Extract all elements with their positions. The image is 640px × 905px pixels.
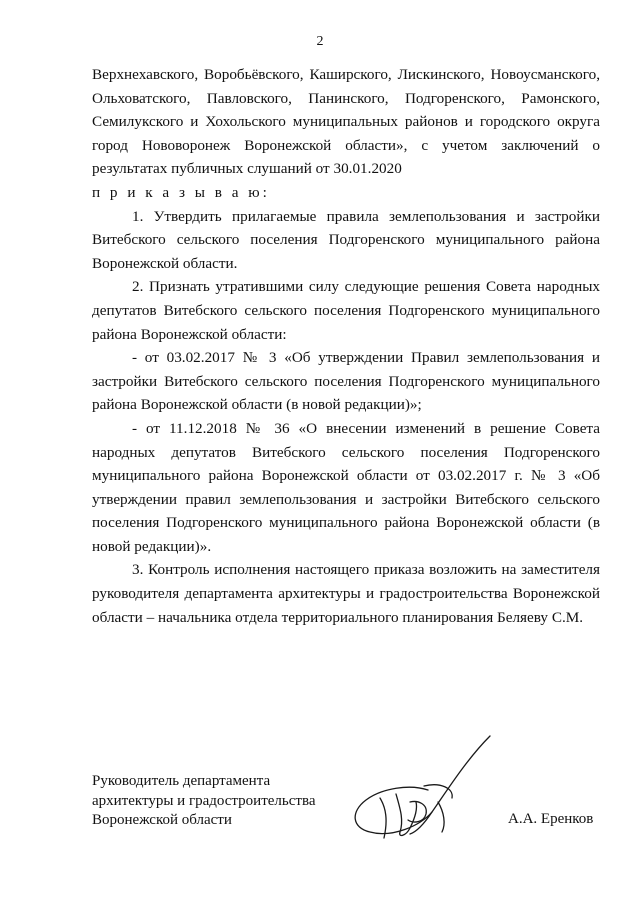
item-2-sub-2-paragraph: - от 11.12.2018 № 36 «О внесении изменений в решение Совета народных депутатов Витебского сельского поселения Подгоренского муниципального района Воронежской области от 03.02.2017 г. № 3 «Об утверждении правил землепользования и застройки Витебского сельского поселения Подгоренского муниципального района Воронежской области (в новой редакции)». [92,419,600,555]
handwritten-signature [340,728,500,858]
decree-word: п р и к а з ы в а ю: [92,183,270,201]
signer-title-line-2: архитектуры и градостроительства [92,792,316,809]
signer-title-line-3: Воронежской области [92,812,232,828]
item-2-paragraph: 2. Признать утратившими силу следующие решения Совета народных депутатов Витебского сельского поселения Подгоренского муниципального района Воронежской области: [92,278,600,343]
signature-title-block [92,772,315,831]
item-1-paragraph: 1. Утвердить прилагаемые правила землепользования и застройки Витебского сельского поселения Подгоренского муниципального района Воронежской области. [92,207,600,272]
intro-paragraph: Верхнехавского, Воробьёвского, Каширского, Лискинского, Новоусманского, Ольховатского, Павловского, Панинского, Подгоренского, Рамонского, Семилукского и Хохольского муниципальных районов и городского округа город Нововоронеж Воронежской области», с учетом заключений о результатах публичных слушаний от 30.01.2020 [92,66,600,178]
signer-title-line-1: Руководитель департамента [92,773,271,789]
item-3-paragraph: 3. Контроль исполнения настоящего приказа возложить на заместителя руководителя департамента архитектуры и градостроительства Воронежской области – начальника отдела территориального планирования Беляеву С.М. [92,561,600,626]
signer-name: А.А. Еренков [508,811,594,827]
page-number: 2 [316,34,324,49]
document-body [92,63,600,629]
item-2-sub-1-paragraph: - от 03.02.2017 № 3 «Об утверждении Правил землепользования и застройки Витебского сельского поселения Подгоренского муниципального района Воронежской области (в новой редакции)»; [92,349,600,414]
